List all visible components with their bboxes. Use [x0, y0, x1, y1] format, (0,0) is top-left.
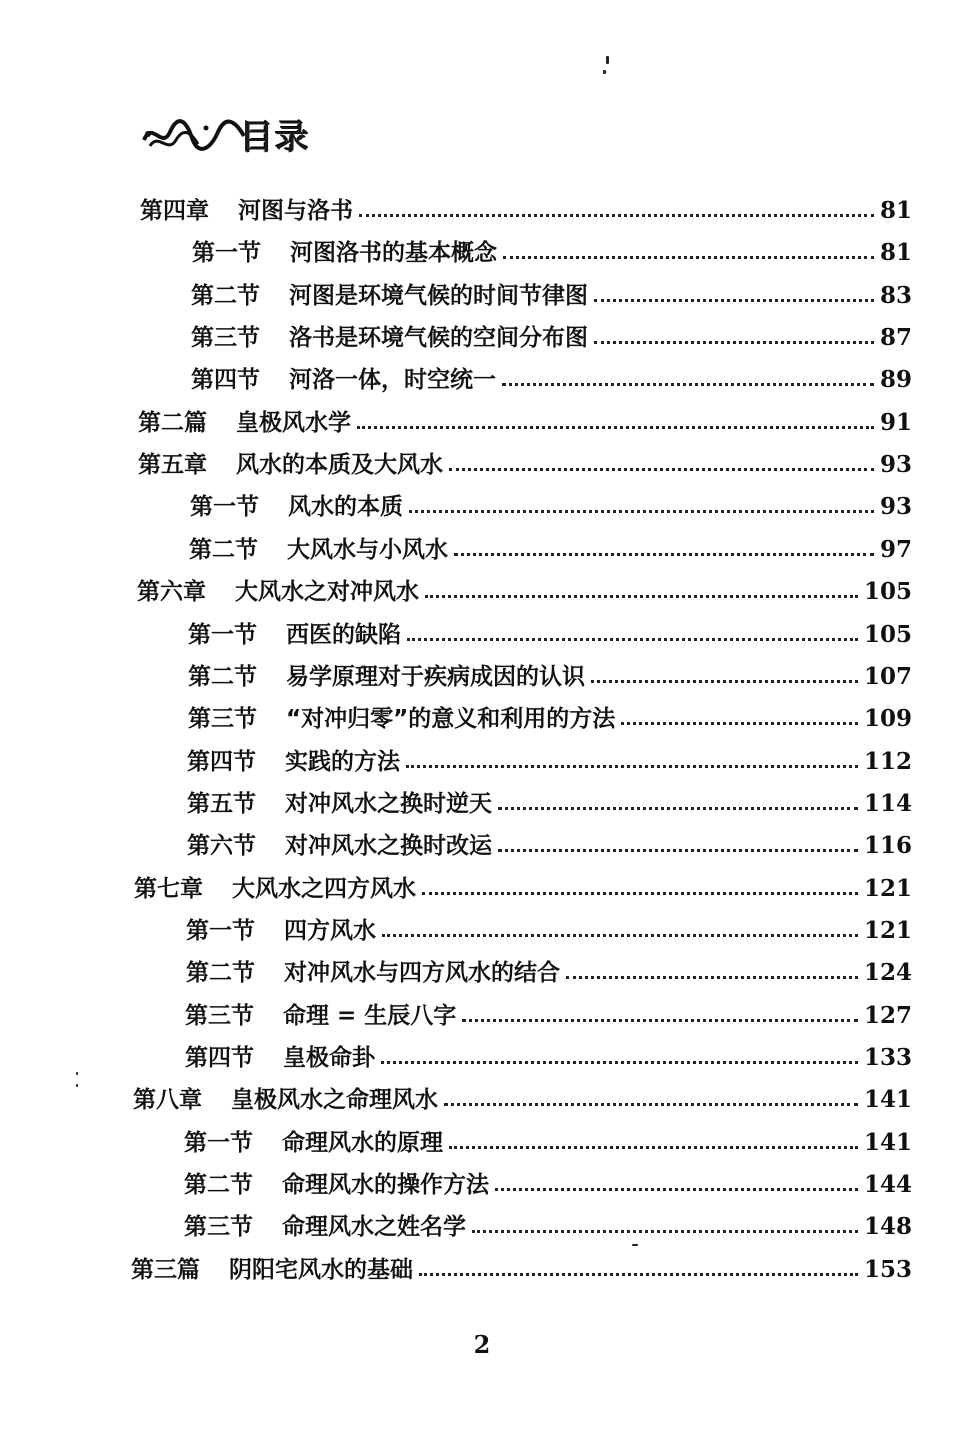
- toc-entry-title: 皇极风水之命理风水: [231, 1087, 438, 1114]
- toc-entry-page: 109: [863, 705, 912, 733]
- toc-entry-title: 皇极风水学: [236, 409, 351, 436]
- toc-entry-page: 107: [863, 662, 912, 690]
- toc-entry[interactable]: [131, 1249, 912, 1285]
- toc-entry-title: 大风水与小风水: [287, 536, 448, 563]
- toc-entry-page: 141: [863, 1128, 912, 1156]
- toc-entry[interactable]: [138, 402, 912, 438]
- toc-entry-label: [140, 196, 359, 226]
- toc-entry-title: 洛书是环境气候的空间分布图: [289, 325, 588, 352]
- toc-entry-title: 大风水之四方风水: [232, 875, 416, 902]
- dot-leader: [472, 1230, 858, 1233]
- toc-entry-label: [131, 1255, 419, 1285]
- toc-entry-title: 风水的本质及大风水: [236, 452, 443, 479]
- toc-entry-number: 第四章: [140, 198, 209, 224]
- toc-entry-title: 大风水之对冲风水: [235, 579, 419, 606]
- toc-entry-title: 命理 = 生辰八字: [283, 1002, 457, 1029]
- toc-entry-title: 河图与洛书: [238, 198, 353, 224]
- toc-entry-number: 第四节: [185, 1045, 254, 1071]
- toc-entry[interactable]: [137, 571, 912, 607]
- dot-leader: [566, 976, 858, 979]
- dot-leader: [444, 1103, 858, 1106]
- toc-entry-number: 第三节: [184, 1214, 253, 1241]
- toc-entry[interactable]: [184, 1164, 912, 1200]
- toc-entry-page: 81: [879, 239, 912, 267]
- toc-entry-label: [191, 323, 594, 353]
- toc-entry-title: 实践的方法: [285, 748, 400, 775]
- dot-leader: [422, 892, 858, 895]
- toc-entry[interactable]: [188, 698, 912, 734]
- toc-entry-label: [133, 1085, 444, 1115]
- toc-entry[interactable]: [184, 1206, 912, 1242]
- toc-entry-title: “对冲归零”的意义和利用的方法: [286, 706, 616, 733]
- toc-entry-title: 易学原理对于疾病成因的认识: [286, 663, 585, 690]
- toc-title: 目录: [240, 118, 310, 158]
- toc-entry-title: 河图洛书的基本概念: [290, 240, 497, 267]
- toc-entry-page: 114: [863, 789, 912, 817]
- scan-speck: [606, 56, 609, 64]
- toc-entry-label: [186, 916, 382, 946]
- toc-entry-number: 第三节: [191, 325, 260, 352]
- dot-leader: [462, 1019, 858, 1022]
- toc-entry-page: 83: [879, 281, 912, 309]
- toc-entry[interactable]: [134, 868, 912, 904]
- dot-leader: [498, 807, 858, 810]
- toc-entry-number: 第一节: [186, 917, 255, 944]
- toc-entry[interactable]: [187, 783, 912, 819]
- toc-entry-page: 124: [863, 959, 912, 987]
- toc-entry[interactable]: [188, 656, 912, 692]
- toc-entry-label: [189, 535, 454, 565]
- dot-leader: [382, 934, 858, 937]
- toc-entry[interactable]: [186, 952, 912, 988]
- toc-entry[interactable]: [185, 1037, 912, 1073]
- toc-entry-number: 第四节: [191, 367, 260, 394]
- page-number: 2: [473, 1330, 491, 1359]
- dot-leader: [359, 214, 874, 217]
- toc-entry-title: 命理风水之姓名学: [282, 1214, 466, 1241]
- toc-entry-label: [187, 789, 498, 819]
- toc-entry[interactable]: [187, 741, 912, 777]
- dot-leader: [621, 722, 858, 725]
- toc-entry-page: 81: [879, 197, 912, 224]
- toc-entry[interactable]: [191, 317, 912, 353]
- dot-leader: [449, 468, 874, 471]
- toc-entry-page: 116: [863, 832, 912, 860]
- toc-entry-title: 对冲风水与四方风水的结合: [284, 960, 560, 987]
- toc-entry-label: [191, 281, 594, 311]
- toc-entry-number: 第一节: [192, 240, 261, 267]
- toc-entry-label: [190, 492, 409, 522]
- toc-entry-title: 阴阳宅风水的基础: [229, 1256, 413, 1283]
- toc-entry[interactable]: [192, 232, 912, 268]
- toc-entry[interactable]: [185, 995, 912, 1031]
- toc-entry-label: [187, 831, 498, 861]
- dot-leader: [454, 553, 874, 556]
- toc-entry[interactable]: [133, 1079, 912, 1115]
- toc-entry-title: 河洛一体，时空统一: [289, 367, 496, 394]
- toc-entry-page: 93: [879, 451, 912, 479]
- dot-leader: [502, 383, 874, 386]
- toc-entry-number: 第三篇: [131, 1256, 200, 1283]
- dot-leader: [498, 849, 858, 852]
- dot-leader: [425, 595, 858, 598]
- toc-entry-label: [188, 704, 621, 734]
- toc-entry[interactable]: [187, 825, 912, 861]
- dot-leader: [406, 765, 858, 768]
- toc-entry-page: 93: [879, 493, 912, 521]
- dot-leader: [594, 299, 874, 302]
- toc-entry[interactable]: [190, 486, 912, 522]
- scan-speck: [603, 70, 606, 74]
- toc-entry-number: 第二节: [191, 282, 260, 309]
- toc-entry-title: 命理风水的操作方法: [282, 1172, 489, 1199]
- toc-entry-number: 第三节: [185, 1002, 254, 1029]
- toc-entry-page: 89: [879, 366, 912, 394]
- toc-entry-label: [185, 1043, 381, 1073]
- dot-leader: [503, 256, 874, 259]
- toc-entry-label: [185, 1001, 462, 1031]
- toc-entry-number: 第八章: [133, 1087, 202, 1114]
- toc-entry-label: [138, 450, 449, 480]
- dot-leader: [419, 1273, 858, 1276]
- toc-entry-page: 87: [879, 324, 912, 352]
- toc-entry-number: 第二节: [189, 536, 258, 563]
- dot-leader: [495, 1188, 858, 1191]
- toc-entry-number: 第六节: [187, 833, 256, 860]
- toc-entry-page: 91: [879, 408, 912, 436]
- toc-entry-label: [188, 620, 407, 650]
- toc-entry-page: 105: [863, 620, 912, 648]
- toc-entry-label: [184, 1170, 495, 1200]
- toc-entry-label: [184, 1128, 449, 1158]
- toc-entry-page: 144: [863, 1171, 912, 1199]
- toc-entry[interactable]: [189, 529, 912, 565]
- toc-entry-page: 105: [863, 578, 912, 606]
- scan-speck: [632, 1244, 638, 1246]
- toc-entry-title: 命理风水的原理: [282, 1129, 443, 1156]
- toc-entry-number: 第一节: [190, 494, 259, 521]
- dot-leader: [591, 680, 858, 683]
- toc-entry[interactable]: [191, 275, 912, 311]
- toc-entry[interactable]: [184, 1122, 912, 1158]
- toc-entry-title: 风水的本质: [288, 494, 403, 521]
- toc-entry-title: 皇极命卦: [283, 1045, 375, 1071]
- toc-entry-title: 河图是环境气候的时间节律图: [289, 282, 588, 309]
- toc-entry-number: 第一节: [188, 621, 257, 648]
- toc-entry-number: 第一节: [184, 1129, 253, 1156]
- toc-entry[interactable]: [140, 190, 912, 226]
- dot-leader: [594, 341, 874, 344]
- toc-entry-number: 第四节: [187, 748, 256, 775]
- toc-entry-page: 141: [863, 1086, 912, 1114]
- toc-entry-number: 第二节: [186, 960, 255, 987]
- toc-entry[interactable]: [188, 614, 912, 650]
- toc-entry-page: 112: [863, 747, 912, 775]
- toc-entry-label: [188, 662, 591, 692]
- toc-entry-page: 127: [863, 1001, 912, 1029]
- toc-entry[interactable]: [186, 910, 912, 946]
- dot-leader: [409, 510, 874, 513]
- scan-speck: [76, 1072, 78, 1075]
- toc-entry-label: [138, 408, 357, 438]
- toc-entry-label: [187, 747, 406, 777]
- toc-entry-page: 148: [863, 1213, 912, 1241]
- dot-leader: [407, 638, 858, 641]
- toc-entry[interactable]: [138, 444, 912, 480]
- toc-entry-title: 西医的缺陷: [286, 621, 401, 648]
- toc-entry-number: 第二节: [188, 663, 257, 690]
- toc-entry-number: 第六章: [137, 579, 206, 606]
- toc-entry-title: 对冲风水之换时逆天: [285, 790, 492, 817]
- dot-leader: [357, 426, 874, 429]
- toc-entry-title: 对冲风水之换时改运: [285, 833, 492, 860]
- toc-entry-label: [191, 365, 502, 395]
- toc-entry-page: 121: [863, 874, 912, 902]
- toc-entry-page: 133: [863, 1044, 912, 1071]
- scan-speck: [76, 1084, 78, 1087]
- toc-entry-page: 153: [863, 1255, 912, 1283]
- toc-entry-label: [134, 874, 422, 904]
- toc-entry-number: 第五章: [138, 452, 207, 479]
- toc-entry-page: 121: [863, 916, 912, 944]
- toc-entry-number: 第二篇: [138, 409, 207, 436]
- toc-entry[interactable]: [191, 359, 912, 395]
- toc-entry-label: [184, 1212, 472, 1242]
- dot-leader: [381, 1061, 858, 1064]
- toc-entry-label: [192, 238, 503, 268]
- toc-entry-label: [137, 577, 425, 607]
- toc-entry-number: 第七章: [134, 875, 203, 902]
- toc-entry-number: 第五节: [187, 790, 256, 817]
- toc-entry-page: 97: [879, 535, 912, 563]
- dot-leader: [449, 1146, 858, 1149]
- toc-entry-title: 四方风水: [284, 917, 376, 944]
- toc-entry-number: 第三节: [188, 706, 257, 733]
- toc-entry-number: 第二节: [184, 1172, 253, 1199]
- toc-entry-label: [186, 958, 566, 988]
